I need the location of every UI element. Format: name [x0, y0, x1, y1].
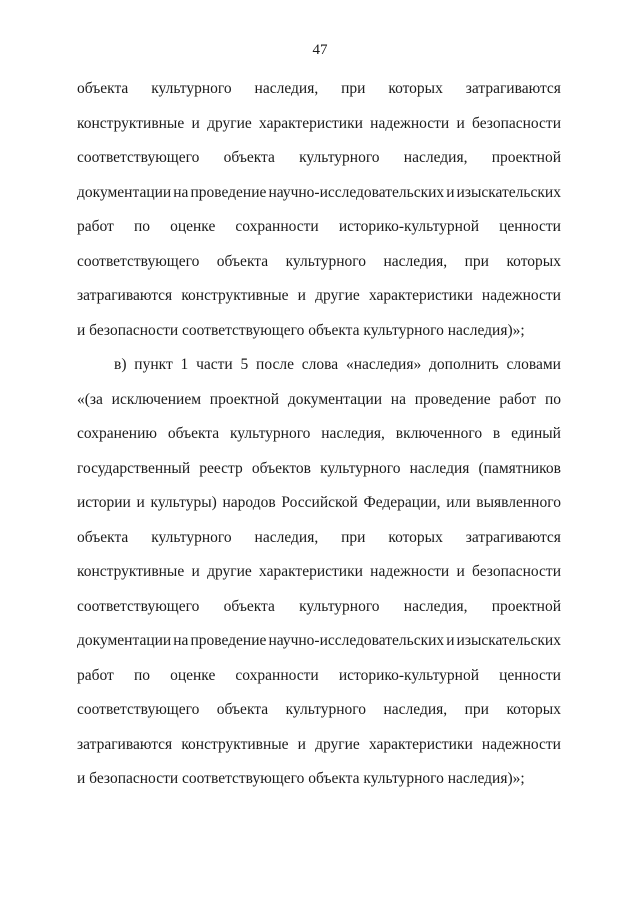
- word: конструктивные: [77, 563, 185, 580]
- word: исключением: [111, 391, 202, 408]
- word: и: [297, 287, 306, 304]
- word: наследия,: [254, 529, 319, 546]
- word: изыскательских: [456, 184, 561, 201]
- word: при: [464, 253, 489, 270]
- word: реестр: [199, 460, 243, 477]
- word: работ: [77, 667, 114, 684]
- word: слова: [301, 356, 339, 373]
- word: проведение: [190, 184, 267, 201]
- word: ценности: [499, 667, 561, 684]
- word: наследия,: [383, 701, 448, 718]
- word: единый: [511, 425, 561, 442]
- word: безопасности: [472, 115, 561, 132]
- word: документации: [77, 632, 172, 649]
- word: словами: [506, 356, 561, 373]
- word: другие: [315, 736, 360, 753]
- word: соответствующего: [77, 253, 200, 270]
- word: другие: [207, 115, 252, 132]
- word: проведение: [414, 391, 491, 408]
- text-line: [77, 390, 561, 410]
- word: соответствующего: [77, 149, 200, 166]
- text-line: [77, 252, 561, 272]
- word: или: [446, 494, 471, 511]
- word: «наследия»: [345, 356, 422, 373]
- word: затрагиваются: [77, 287, 173, 304]
- word: культурного: [151, 529, 232, 546]
- word: по: [133, 667, 150, 684]
- word: истории: [77, 494, 131, 511]
- word: проектной: [491, 149, 561, 166]
- word: объекта: [223, 598, 275, 615]
- word: культуры): [150, 494, 217, 511]
- text-line: [77, 114, 561, 134]
- word: объекта: [77, 80, 129, 97]
- word: объекта: [216, 253, 269, 270]
- word: объекта: [167, 425, 220, 442]
- text-line: [77, 424, 561, 444]
- word: конструктивные: [181, 736, 289, 753]
- text-line: [114, 355, 561, 375]
- word: 1: [180, 356, 189, 373]
- word: историко-культурной: [338, 218, 480, 235]
- word: после: [256, 356, 294, 373]
- word: характеристики: [368, 287, 473, 304]
- text-line: [77, 700, 561, 720]
- text-line: [77, 286, 561, 306]
- word: наследия,: [383, 253, 448, 270]
- word: на: [173, 184, 189, 201]
- word: конструктивные: [77, 115, 185, 132]
- word: другие: [207, 563, 252, 580]
- word: соответствующего: [77, 598, 200, 615]
- word: соответствующего: [77, 701, 200, 718]
- word: и: [456, 115, 465, 132]
- word: государственный: [77, 460, 191, 477]
- word: проведение: [190, 632, 267, 649]
- word: наследия: [409, 460, 470, 477]
- word: и: [297, 736, 306, 753]
- word: характеристики: [259, 115, 363, 132]
- word: проектной: [209, 391, 280, 408]
- word: историко-культурной: [338, 667, 480, 684]
- word: работ: [77, 218, 114, 235]
- word: надежности: [370, 115, 450, 132]
- word: оценке: [170, 218, 216, 235]
- word: сохранности: [235, 218, 319, 235]
- word: оценке: [170, 667, 216, 684]
- word: которых: [388, 80, 443, 97]
- word: затрагиваются: [77, 736, 173, 753]
- word: при: [341, 529, 366, 546]
- text-line: [77, 183, 561, 203]
- word: другие: [315, 287, 360, 304]
- word: объекта: [216, 701, 269, 718]
- word: работ: [499, 391, 537, 408]
- word: сохранению: [77, 425, 157, 442]
- word: в: [492, 425, 501, 442]
- word: объектов: [251, 460, 311, 477]
- word: культурного: [320, 460, 401, 477]
- word: затрагиваются: [465, 80, 561, 97]
- word: культурного: [299, 149, 380, 166]
- word: изыскательских: [456, 632, 561, 649]
- word: научно-исследовательских: [268, 184, 445, 201]
- word: и: [446, 632, 455, 649]
- word: ценности: [499, 218, 561, 235]
- word: документации: [77, 184, 172, 201]
- word: Федерации,: [363, 494, 441, 511]
- word: Российской: [281, 494, 358, 511]
- word: которых: [388, 529, 443, 546]
- text-line: [77, 148, 561, 168]
- word: культурного: [299, 598, 380, 615]
- word: пункт: [134, 356, 173, 373]
- text-line: и безопасности соответствующего объекта культурного наследия)»;: [77, 770, 525, 787]
- word: объекта: [77, 529, 129, 546]
- word: культурного: [285, 701, 367, 718]
- word: сохранности: [235, 667, 319, 684]
- word: включенного: [395, 425, 483, 442]
- word: культурного: [229, 425, 311, 442]
- word: безопасности: [472, 563, 561, 580]
- word: надежности: [481, 287, 561, 304]
- word: наследия,: [321, 425, 385, 442]
- word: 5: [240, 356, 249, 373]
- page-number: 47: [312, 42, 328, 58]
- word: при: [464, 701, 489, 718]
- word: характеристики: [368, 736, 473, 753]
- text-line: [77, 528, 561, 548]
- text-line: [77, 459, 561, 479]
- word: проектной: [491, 598, 561, 615]
- word: культурного: [285, 253, 367, 270]
- word: конструктивные: [181, 287, 289, 304]
- text-line: [77, 79, 561, 99]
- word: затрагиваются: [465, 529, 561, 546]
- text-line: [77, 597, 561, 617]
- word: надежности: [481, 736, 561, 753]
- word: «(за: [77, 391, 103, 408]
- word: при: [341, 80, 366, 97]
- word: надежности: [370, 563, 450, 580]
- word: и: [191, 563, 200, 580]
- word: характеристики: [259, 563, 363, 580]
- word: (памятников: [478, 460, 561, 477]
- text-line: [77, 562, 561, 582]
- word: народов: [222, 494, 276, 511]
- word: объекта: [223, 149, 275, 166]
- word: на: [390, 391, 406, 408]
- text-line: [77, 666, 561, 686]
- word: и: [136, 494, 145, 511]
- text-line: [77, 631, 561, 651]
- text-line: [77, 217, 561, 237]
- text-line: [77, 735, 561, 755]
- word: наследия,: [403, 149, 468, 166]
- word: и: [456, 563, 465, 580]
- word: наследия,: [403, 598, 468, 615]
- word: наследия,: [254, 80, 319, 97]
- text-line: [77, 493, 561, 513]
- text-line: и безопасности соответствующего объекта культурного наследия)»;: [77, 322, 525, 339]
- word: выявленного: [476, 494, 561, 511]
- word: в): [114, 356, 127, 373]
- word: документации: [287, 391, 383, 408]
- word: которых: [506, 253, 561, 270]
- word: на: [173, 632, 189, 649]
- word: по: [544, 391, 561, 408]
- word: культурного: [151, 80, 232, 97]
- word: и: [446, 184, 455, 201]
- word: части: [196, 356, 233, 373]
- word: научно-исследовательских: [268, 632, 445, 649]
- word: которых: [506, 701, 561, 718]
- word: дополнить: [429, 356, 499, 373]
- word: по: [133, 218, 150, 235]
- word: и: [191, 115, 200, 132]
